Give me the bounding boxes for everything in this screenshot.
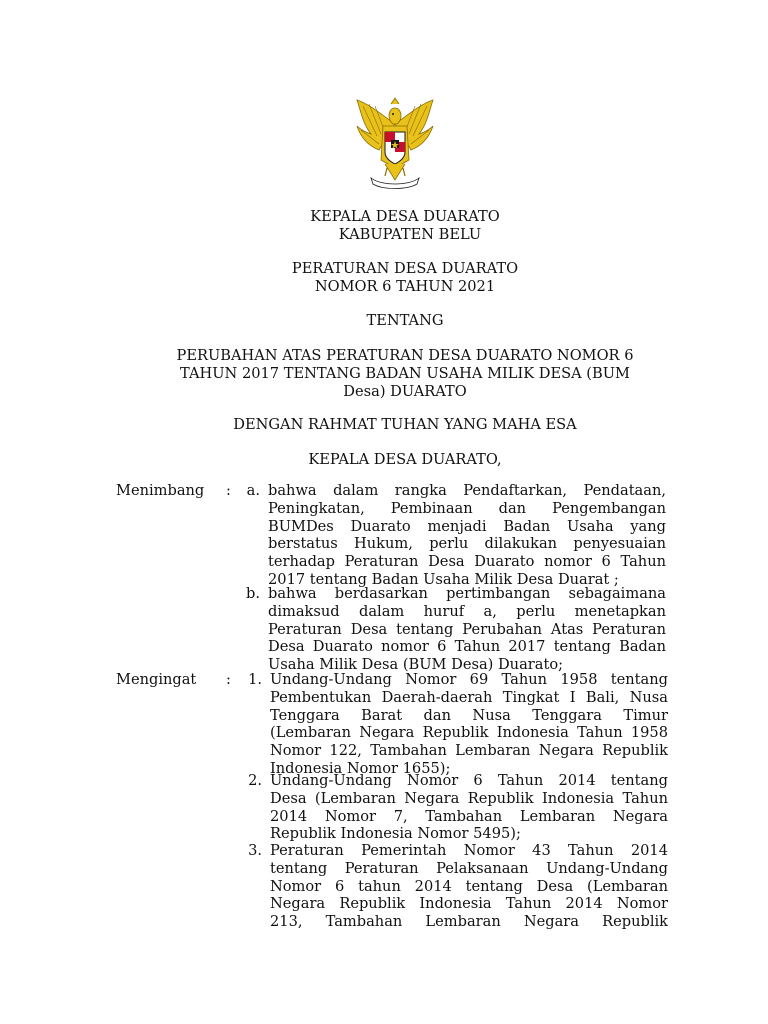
text-line: Undang-Undang Nomor 69 Tahun 1958 tentang bbox=[270, 671, 668, 688]
text-line: (Lembaran Negara Republik Indonesia Tahun 1958 bbox=[270, 724, 668, 742]
mengingat-colon: : bbox=[226, 671, 231, 688]
subject-line-3: Desa) DUARATO bbox=[343, 383, 467, 400]
text-line: terhadap Peraturan Desa Duarato nomor 6 Tahun bbox=[268, 553, 666, 571]
mengingat-marker-3: 3. bbox=[248, 842, 262, 859]
text-line: Negara Republik Indonesia Tahun 2014 Nomor bbox=[270, 895, 668, 913]
text-line: Nomor 6 tahun 2014 tentang Desa (Lembaran bbox=[270, 877, 668, 895]
header-line-kepala: KEPALA DESA DUARATO bbox=[310, 208, 500, 225]
mengingat-item-3 bbox=[270, 842, 668, 931]
regulation-number: NOMOR 6 TAHUN 2021 bbox=[314, 278, 496, 295]
mengingat-label: Mengingat bbox=[116, 671, 197, 688]
text-line: Pembentukan Daerah-daerah Tingkat I Bali, Nusa bbox=[270, 688, 668, 706]
text-line: Nomor 122, Tambahan Lembaran Negara Republik bbox=[270, 742, 668, 760]
menimbang-item-a bbox=[268, 482, 666, 589]
mengingat-item-1 bbox=[270, 671, 668, 778]
text-line: Republik Indonesia Nomor 5495); bbox=[270, 825, 521, 843]
text-line: Peningkatan, Pembinaan dan Pengembangan bbox=[268, 499, 666, 517]
text-line: Desa Duarato nomor 6 Tahun 2017 tentang Badan bbox=[268, 638, 666, 656]
text-line: 2017 tentang Badan Usaha Milik Desa Duarat ; bbox=[268, 570, 619, 588]
text-line: dimaksud dalam huruf a, perlu menetapkan bbox=[268, 602, 666, 620]
preamble-rahmat: DENGAN RAHMAT TUHAN YANG MAHA ESA bbox=[233, 416, 577, 433]
regulation-title: PERATURAN DESA DUARATO bbox=[291, 260, 519, 277]
text-line: Desa (Lembaran Negara Republik Indonesia Tahun bbox=[270, 789, 668, 807]
mengingat-marker-1: 1. bbox=[248, 671, 262, 688]
menimbang-colon: : bbox=[226, 482, 231, 499]
tentang-heading: TENTANG bbox=[366, 312, 444, 329]
text-line: tentang Peraturan Pelaksanaan Undang-Undang bbox=[270, 859, 668, 877]
subject-line-2: TAHUN 2017 TENTANG BADAN USAHA MILIK DESA (BUM bbox=[180, 365, 630, 382]
text-line: Peraturan Desa tentang Perubahan Atas Peraturan bbox=[268, 620, 666, 638]
text-line: bahwa berdasarkan pertimbangan sebagaimana bbox=[268, 585, 666, 602]
garuda-emblem-icon bbox=[351, 94, 439, 192]
header-line-kabupaten: KABUPATEN BELU bbox=[338, 226, 482, 243]
text-line: 2014 Nomor 7, Tambahan Lembaran Negara bbox=[270, 807, 668, 825]
mengingat-marker-2: 2. bbox=[248, 772, 262, 789]
preamble-kepala: KEPALA DESA DUARATO, bbox=[308, 451, 502, 468]
mengingat-item-2 bbox=[270, 772, 668, 843]
menimbang-label: Menimbang bbox=[116, 482, 205, 499]
text-line: Peraturan Pemerintah Nomor 43 Tahun 2014 bbox=[270, 842, 668, 859]
text-line: Tenggara Barat dan Nusa Tenggara Timur bbox=[270, 706, 668, 724]
subject-line-1: PERUBAHAN ATAS PERATURAN DESA DUARATO NOMOR 6 bbox=[176, 347, 634, 364]
text-line: Usaha Milik Desa (BUM Desa) Duarato; bbox=[268, 656, 564, 674]
menimbang-marker-b: b. bbox=[246, 585, 260, 602]
text-line: 213, Tambahan Lembaran Negara Republik bbox=[270, 913, 668, 931]
menimbang-item-b bbox=[268, 585, 666, 674]
text-line: berstatus Hukum, perlu dilakukan penyesuaian bbox=[268, 535, 666, 553]
text-line: Indonesia Nomor 1655); bbox=[270, 759, 451, 777]
text-line: Undang-Undang Nomor 6 Tahun 2014 tentang bbox=[270, 772, 668, 789]
menimbang-marker-a: a. bbox=[246, 482, 260, 499]
text-line: bahwa dalam rangka Pendaftarkan, Pendataan, bbox=[268, 482, 666, 499]
text-line: BUMDes Duarato menjadi Badan Usaha yang bbox=[268, 517, 666, 535]
